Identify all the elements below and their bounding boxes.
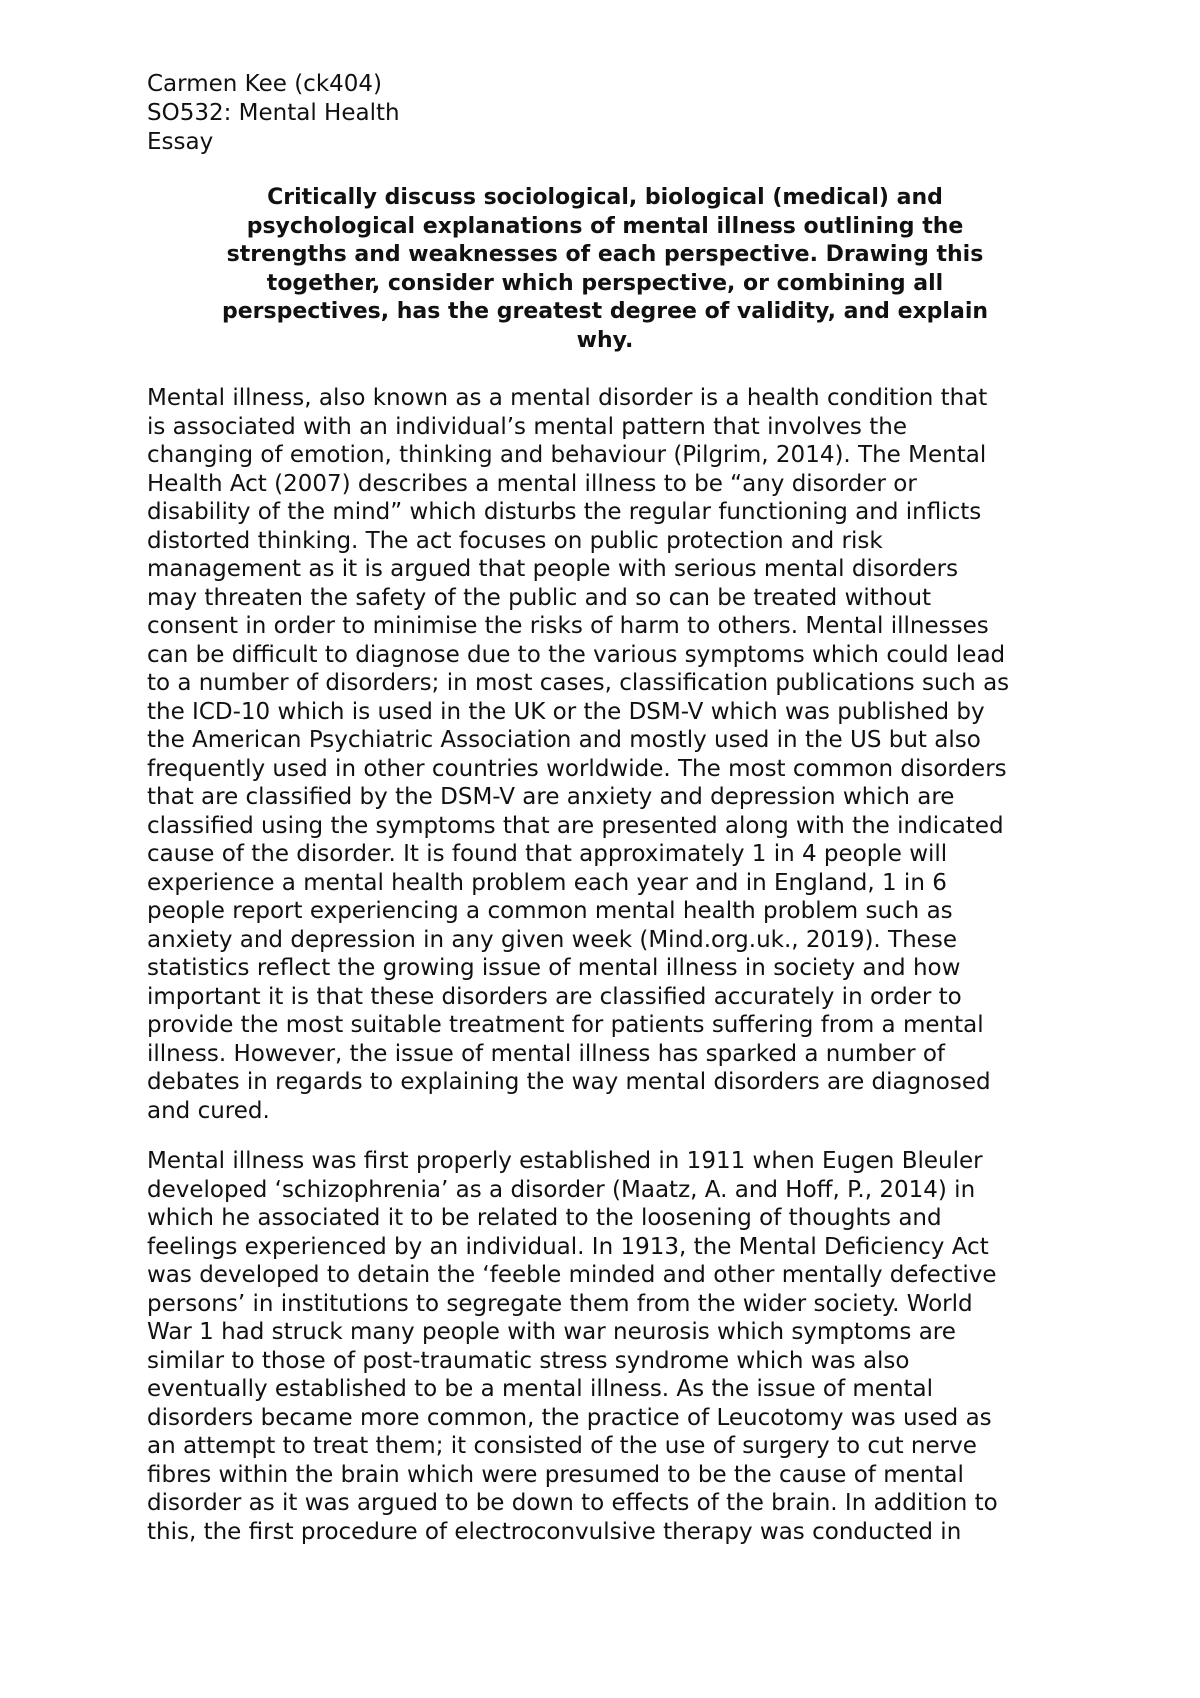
paragraph-line: illness. However, the issue of mental illness has sparked a number of bbox=[147, 1040, 946, 1067]
paragraph-line: disorder as it was argued to be down to effects of the brain. In addition to bbox=[147, 1490, 998, 1516]
paragraph-line: which he associated it to be related to the loosening of thoughts and bbox=[147, 1205, 942, 1231]
author-line: Carmen Kee (ck404) bbox=[147, 71, 383, 97]
paragraph-line: classified using the symptoms that are presented along with the indicated bbox=[147, 812, 1004, 839]
module-line: SO532: Mental Health bbox=[147, 100, 400, 126]
paragraph-line: is associated with an individual’s mental pattern that involves the bbox=[147, 413, 907, 440]
body-paragraph-1 bbox=[147, 384, 1087, 1125]
title-line: why. bbox=[576, 327, 634, 353]
document-type-line: Essay bbox=[147, 129, 214, 155]
paragraph-line: statistics reflect the growing issue of mental illness in society and how bbox=[147, 955, 961, 981]
paragraph-line: Health Act (2007) describes a mental illness to be “any disorder or bbox=[147, 470, 917, 497]
paragraph-line: consent in order to minimise the risks of harm to others. Mental illnesses bbox=[147, 613, 989, 639]
paragraph-line: provide the most suitable treatment for patients suffering from a mental bbox=[147, 1012, 984, 1038]
paragraph-line: fibres within the brain which were presumed to be the cause of mental bbox=[147, 1461, 964, 1488]
paragraph-line: the ICD-10 which is used in the UK or the DSM-V which was published by bbox=[147, 698, 985, 725]
paragraph-line: to a number of disorders; in most cases, classification publications such as bbox=[147, 670, 1010, 696]
paragraph-line: important it is that these disorders are classified accurately in order to bbox=[147, 983, 962, 1010]
paragraph-line: War 1 had struck many people with war neurosis which symptoms are bbox=[147, 1319, 956, 1345]
title-line: strengths and weaknesses of each perspective. Drawing this bbox=[226, 242, 984, 267]
paragraph-line: experience a mental health problem each year and in England, 1 in 6 bbox=[147, 869, 947, 896]
paragraph-line: management as it is argued that people with serious mental disorders bbox=[147, 556, 959, 582]
paragraph-line: eventually established to be a mental illness. As the issue of mental bbox=[147, 1376, 934, 1402]
title-line: perspectives, has the greatest degree of validity, and explain bbox=[221, 299, 989, 324]
title-line: psychological explanations of mental illness outlining the bbox=[246, 213, 964, 239]
paragraph-line: distorted thinking. The act focuses on public protection and risk bbox=[147, 527, 883, 554]
paragraph-line: Mental illness, also known as a mental disorder is a health condition that bbox=[147, 385, 988, 411]
paragraph-line: and cured. bbox=[147, 1097, 270, 1124]
paragraph-line: cause of the disorder. It is found that approximately 1 in 4 people will bbox=[147, 841, 948, 867]
paragraph-line: frequently used in other countries worldwide. The most common disorders bbox=[147, 755, 1007, 782]
paragraph-line: persons’ in institutions to segregate them from the wider society. World bbox=[147, 1290, 973, 1317]
paragraph-line: debates in regards to explaining the way mental disorders are diagnosed bbox=[147, 1069, 991, 1095]
paragraph-line: can be difficult to diagnose due to the various symptoms which could lead bbox=[147, 641, 1006, 668]
title-line: together, consider which perspective, or combining all bbox=[266, 270, 944, 296]
paragraph-line: anxiety and depression in any given week (Mind.org.uk., 2019). These bbox=[147, 926, 957, 953]
document-header bbox=[147, 70, 1087, 157]
title-line: Critically discuss sociological, biological (medical) and bbox=[267, 185, 943, 210]
paragraph-line: disability of the mind” which disturbs the regular functioning and inflicts bbox=[147, 499, 982, 525]
essay-title bbox=[147, 184, 1063, 355]
paragraph-line: developed ‘schizophrenia’ as a disorder (Maatz, A. and Hoff, P., 2014) in bbox=[147, 1176, 976, 1203]
paragraph-line: people report experiencing a common mental health problem such as bbox=[147, 898, 953, 924]
paragraph-line: disorders became more common, the practice of Leucotomy was used as bbox=[147, 1404, 992, 1431]
paragraph-line: may threaten the safety of the public and so can be treated without bbox=[147, 584, 932, 611]
paragraph-line: that are classified by the DSM-V are anxiety and depression which are bbox=[147, 784, 955, 810]
body-paragraph-2 bbox=[147, 1147, 1087, 1546]
paragraph-line: an attempt to treat them; it consisted of the use of surgery to cut nerve bbox=[147, 1433, 977, 1459]
paragraph-line: changing of emotion, thinking and behaviour (Pilgrim, 2014). The Mental bbox=[147, 442, 987, 468]
paragraph-line: similar to those of post-traumatic stress syndrome which was also bbox=[147, 1347, 910, 1374]
paragraph-line: was developed to detain the ‘feeble minded and other mentally defective bbox=[147, 1262, 997, 1288]
paragraph-line: the American Psychiatric Association and mostly used in the US but also bbox=[147, 727, 981, 753]
paragraph-line: feelings experienced by an individual. In 1913, the Mental Deficiency Act bbox=[147, 1233, 989, 1260]
paragraph-line: Mental illness was first properly established in 1911 when Eugen Bleuler bbox=[147, 1148, 983, 1174]
paragraph-line: this, the first procedure of electroconvulsive therapy was conducted in bbox=[147, 1518, 962, 1545]
